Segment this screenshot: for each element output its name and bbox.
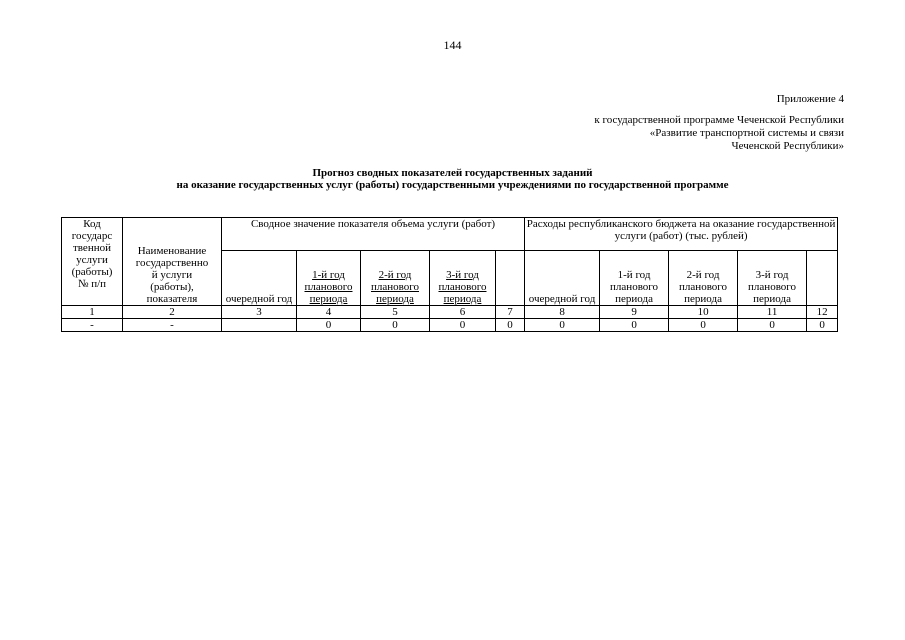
appendix-label: Приложение 4 bbox=[776, 93, 844, 105]
title-line: Прогноз сводных показателей государственных заданий bbox=[312, 167, 593, 179]
column-number: 4 bbox=[297, 306, 361, 319]
table-cell bbox=[222, 319, 297, 332]
appendix-line: «Развитие транспортной системы и связи bbox=[649, 127, 844, 139]
column-number: 3 bbox=[222, 306, 297, 319]
appendix-reference bbox=[594, 114, 844, 153]
table-row bbox=[62, 319, 838, 332]
column-number: 12 bbox=[807, 306, 838, 319]
title-line: на оказание государственных услуг (работы) государственными учреждениями по государственной программе bbox=[176, 179, 729, 191]
header-volume-group: Сводное значение показателя объема услуги (работ) bbox=[222, 218, 525, 251]
column-number-row bbox=[62, 306, 838, 319]
table-cell: 0 bbox=[496, 319, 525, 332]
column-number: 8 bbox=[525, 306, 600, 319]
subheader-next-year-expense: очередной год bbox=[525, 251, 600, 306]
subheader-plan-year-3-expense: 3-й год планового периода bbox=[738, 251, 807, 306]
column-number: 11 bbox=[738, 306, 807, 319]
subheader-plan-year-1: 1-й год планового периода bbox=[297, 251, 361, 306]
column-number: 5 bbox=[361, 306, 430, 319]
subheader-plan-year-2: 2-й год планового периода bbox=[361, 251, 430, 306]
table-cell: 0 bbox=[430, 319, 496, 332]
column-number: 1 bbox=[62, 306, 123, 319]
appendix-line: Чеченской Республики» bbox=[731, 140, 844, 152]
column-number: 9 bbox=[600, 306, 669, 319]
table-cell: - bbox=[62, 319, 123, 332]
subheader-empty bbox=[807, 251, 838, 306]
subheader-plan-year-3: 3-й год планового периода bbox=[430, 251, 496, 306]
page-number: 144 bbox=[443, 38, 462, 52]
subheader-plan-year-2-expense: 2-й год планового периода bbox=[669, 251, 738, 306]
table-cell: 0 bbox=[361, 319, 430, 332]
table-cell: 0 bbox=[807, 319, 838, 332]
table-cell: 0 bbox=[600, 319, 669, 332]
column-number: 6 bbox=[430, 306, 496, 319]
table-cell: 0 bbox=[738, 319, 807, 332]
header-row bbox=[62, 218, 838, 251]
appendix-line: к государственной программе Чеченской Республики bbox=[594, 114, 844, 126]
header-expenses-group: Расходы республиканского бюджета на оказание государственной услуги (работ) (тыс. рублей) bbox=[525, 218, 838, 251]
column-number: 10 bbox=[669, 306, 738, 319]
column-number: 7 bbox=[496, 306, 525, 319]
table-cell: 0 bbox=[525, 319, 600, 332]
document-title bbox=[0, 167, 905, 191]
table-cell: 0 bbox=[669, 319, 738, 332]
table-cell: 0 bbox=[297, 319, 361, 332]
forecast-table bbox=[61, 217, 838, 332]
subheader-next-year: очередной год bbox=[222, 251, 297, 306]
subheader-plan-year-1-expense: 1-й год планового периода bbox=[600, 251, 669, 306]
header-name: Наименование государственно й услуги (работы), показателя bbox=[123, 218, 222, 306]
table-cell: - bbox=[123, 319, 222, 332]
subheader-empty bbox=[496, 251, 525, 306]
header-code: Код государс твенной услуги (работы) № п/п bbox=[62, 218, 123, 306]
column-number: 2 bbox=[123, 306, 222, 319]
